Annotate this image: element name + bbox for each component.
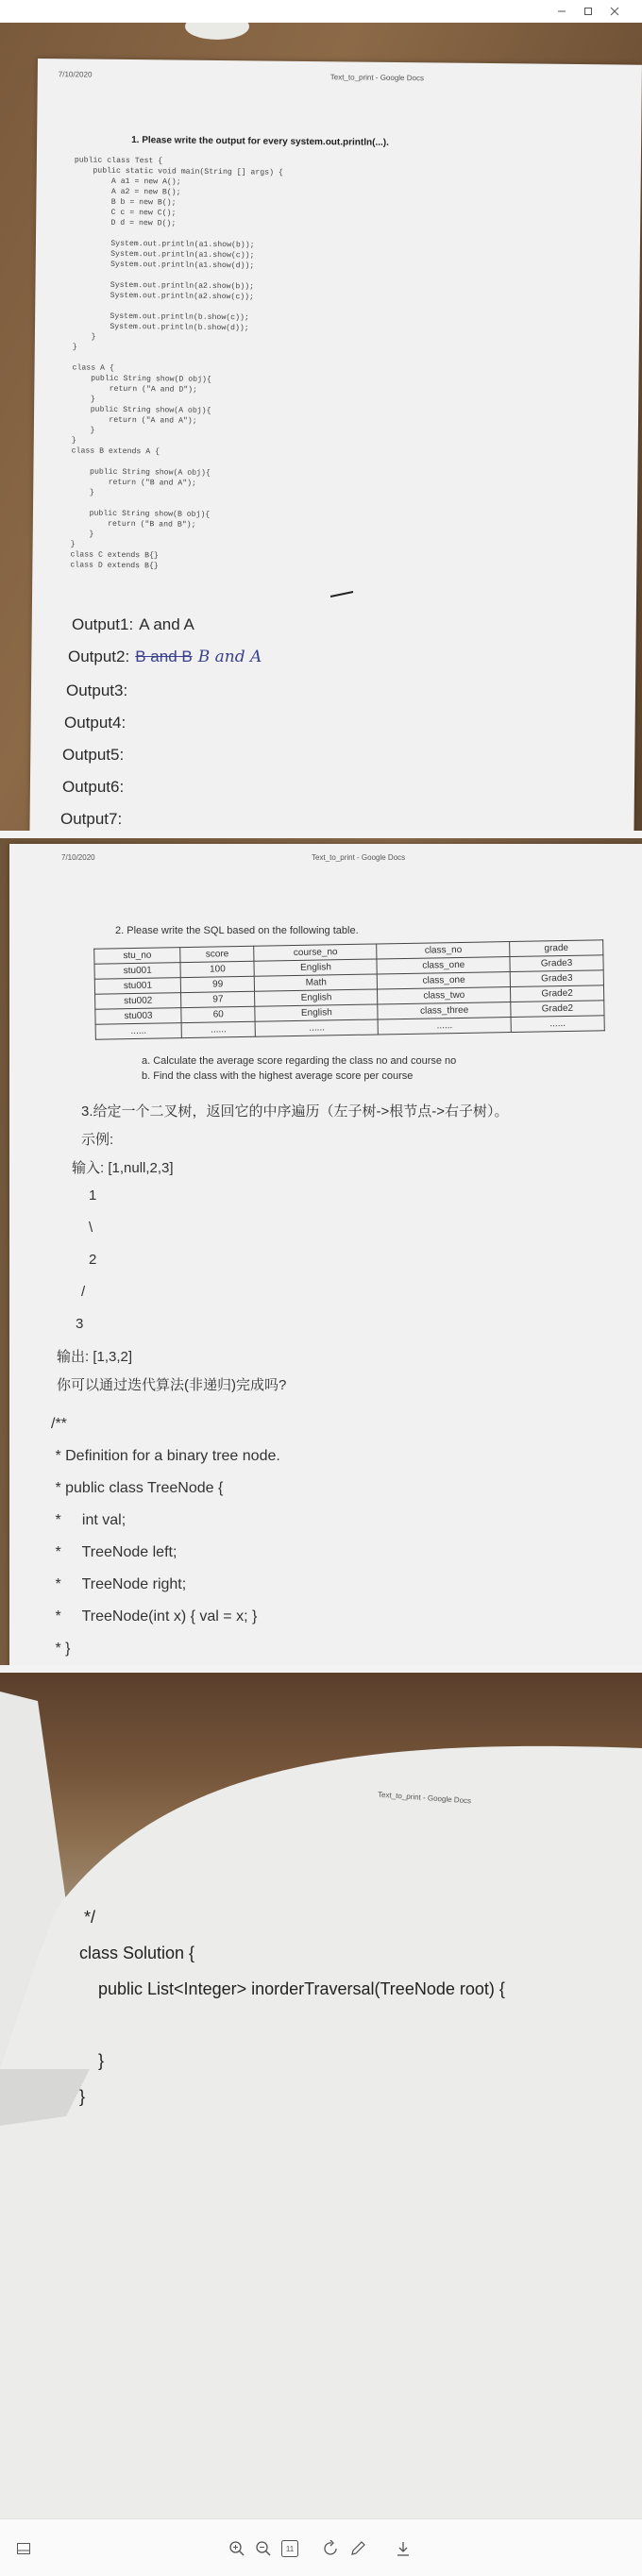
column-header: grade — [510, 940, 603, 957]
code-line: } — [70, 530, 94, 539]
table-cell: English — [255, 1004, 378, 1021]
tree-edge: \ — [89, 1220, 93, 1236]
markup-icon — [349, 2540, 366, 2557]
code-line: A a1 = new A(); — [74, 177, 181, 187]
code-line: System.out.println(a2.show(c)); — [73, 291, 255, 302]
code-line: return ("A and A"); — [71, 415, 197, 426]
code-line: System.out.println(a1.show(c)); — [73, 249, 255, 261]
sub-question-b: b. Find the class with the highest average score per course — [142, 1070, 414, 1082]
page-header: Text_to_print - Google Docs — [377, 1790, 472, 1806]
maximize-icon — [583, 7, 593, 16]
code-line: } — [72, 343, 77, 352]
table-cell: stu002 — [95, 993, 181, 1010]
table-cell: class_two — [378, 987, 511, 1004]
viewer-toolbar — [0, 2518, 642, 2576]
followup-line: 你可以通过迭代算法(非递归)完成吗? — [57, 1377, 287, 1393]
zoom-in-icon — [228, 2540, 245, 2557]
column-header: score — [180, 946, 254, 962]
code-line — [79, 2007, 505, 2043]
output-line: 输出: [1,3,2] — [57, 1349, 133, 1365]
code-line: * TreeNode right; — [51, 1576, 187, 1592]
table-cell: ...... — [181, 1021, 255, 1037]
code-line: } — [72, 332, 96, 342]
code-line: class Solution { — [79, 1944, 195, 1962]
code-line: public String show(A obj){ — [72, 405, 211, 415]
close-icon — [610, 7, 619, 16]
table-cell: Grade3 — [510, 970, 603, 987]
table-cell: 99 — [180, 976, 254, 992]
minimize-button[interactable] — [553, 3, 570, 20]
code-line: /** — [51, 1416, 67, 1432]
code-line: } — [71, 436, 76, 446]
code-line: * Definition for a binary tree node. — [51, 1448, 280, 1464]
code-line: public class Test { — [74, 156, 163, 166]
fit-page-button[interactable] — [279, 2538, 300, 2559]
treenode-code — [51, 1408, 280, 1665]
code-line: class B extends A { — [71, 446, 160, 457]
table-cell: English — [255, 989, 378, 1006]
code-line: class C extends B{} — [70, 550, 159, 561]
code-line: System.out.println(b.show(d)); — [72, 322, 249, 333]
zoom-out-button[interactable] — [253, 2538, 274, 2559]
table-cell: English — [254, 959, 377, 976]
example-label: 示例: — [81, 1132, 114, 1148]
table-cell: ...... — [95, 1023, 181, 1040]
code-line: * TreeNode(int x) { val = x; } — [51, 1608, 258, 1625]
table-cell: class_one — [378, 972, 511, 989]
code-line: System.out.println(a1.show(d)); — [73, 260, 255, 271]
zoom-out-icon — [255, 2540, 272, 2557]
code-line: D d = new D(); — [74, 218, 177, 228]
zoom-in-button[interactable] — [227, 2538, 247, 2559]
sidebar-button[interactable] — [13, 2538, 34, 2559]
code-line: } — [71, 488, 94, 497]
minimize-icon — [557, 7, 566, 16]
code-line: } — [70, 540, 76, 549]
photo-separator — [0, 831, 642, 838]
code-line: class A { — [72, 363, 114, 373]
output-label: Output4: — [64, 714, 127, 732]
java-code-block — [70, 155, 283, 572]
code-line: } — [79, 2087, 86, 2106]
tree-node: 1 — [89, 1187, 97, 1204]
photo-page-3 — [0, 1673, 642, 2518]
photo-page-2 — [0, 838, 642, 1673]
markup-button[interactable] — [347, 2538, 368, 2559]
output-row — [72, 615, 194, 634]
code-line: class D extends B{} — [70, 561, 159, 571]
code-line: * public class TreeNode { — [51, 1480, 224, 1496]
tree-edge: / — [81, 1284, 86, 1300]
window-titlebar — [0, 0, 642, 23]
code-line: public static void main(String [] args) { — [74, 166, 283, 177]
table-cell: stu001 — [94, 978, 180, 995]
share-icon — [395, 2540, 412, 2557]
code-line: return ("B and A"); — [71, 478, 197, 488]
sub-question-a: a. Calculate the average score regarding the class no and course no — [142, 1055, 457, 1067]
code-line: public List<Integer> inorderTraversal(TreeNode root) { — [79, 1979, 505, 1998]
page-date: 7/10/2020 — [58, 70, 93, 79]
column-header: course_no — [254, 944, 377, 961]
code-line: public String show(D obj){ — [72, 374, 211, 384]
table-cell: stu003 — [95, 1008, 181, 1025]
table-cell: Math — [255, 974, 378, 991]
photo-separator — [0, 1665, 642, 1673]
output-label: Output5: — [62, 746, 125, 764]
question-3: 3.给定一个二叉树，返回它的中序遍历（左子树->根节点->右子树）。 — [81, 1103, 509, 1120]
input-line: 输入: [1,null,2,3] — [72, 1160, 174, 1176]
rotate-icon — [323, 2540, 340, 2557]
crossed-answer: B and B — [135, 648, 193, 665]
code-line: C c = new C(); — [74, 208, 177, 218]
table-cell: 60 — [181, 1006, 255, 1022]
code-line: return ("A and D"); — [72, 384, 198, 395]
table-cell: ...... — [511, 1016, 604, 1033]
code-line: A a2 = new B(); — [74, 187, 181, 197]
code-line: */ — [79, 1908, 96, 1927]
table-cell: ...... — [379, 1018, 512, 1035]
output-label: Output7: — [60, 810, 123, 828]
page-header: Text_to_print - Google Docs — [312, 853, 406, 862]
table-cell: ...... — [255, 1019, 378, 1036]
share-button[interactable] — [393, 2538, 414, 2559]
question-2: 2. Please write the SQL based on the following table. — [115, 925, 359, 936]
page-number: 11 — [285, 2544, 295, 2553]
code-line: System.out.println(a1.show(b)); — [73, 239, 255, 250]
table-cell: class_one — [377, 957, 510, 974]
code-line: * } — [51, 1641, 71, 1657]
solution-code — [79, 1899, 505, 2114]
page-header: Text_to_print - Google Docs — [329, 73, 425, 83]
output-row — [60, 810, 122, 829]
code-line: return ("B and B"); — [70, 519, 196, 530]
table-cell: 97 — [181, 991, 255, 1007]
output-label: Output1: — [72, 615, 134, 633]
tape-decoration — [179, 23, 255, 45]
output-label: Output3: — [66, 682, 128, 699]
code-line: public String show(A obj){ — [71, 467, 211, 478]
page-date: 7/10/2020 — [61, 853, 95, 862]
code-line: System.out.println(b.show(c)); — [73, 311, 249, 323]
table-cell: Grade2 — [510, 985, 603, 1002]
rotate-button[interactable] — [321, 2538, 342, 2559]
sql-table — [93, 939, 605, 1039]
output-row — [66, 682, 127, 700]
photo-page-1 — [0, 23, 642, 838]
output-row — [62, 778, 124, 797]
tree-node: 3 — [76, 1316, 84, 1332]
code-line: } — [79, 2051, 105, 2070]
table-cell: class_three — [378, 1002, 511, 1019]
code-line: } — [71, 426, 95, 435]
code-line: B b = new B(); — [74, 197, 177, 208]
output-label: Output6: — [62, 778, 125, 796]
table-cell: Grade3 — [510, 955, 603, 972]
code-line: * TreeNode left; — [51, 1544, 177, 1560]
document-page-2 — [9, 844, 642, 1673]
code-line: } — [72, 395, 95, 404]
output-row — [62, 746, 124, 765]
table-cell: stu001 — [94, 963, 180, 980]
code-line: * int val; — [51, 1512, 127, 1528]
output-label: Output2: — [68, 648, 130, 665]
question-1: 1. Please write the output for every system.out.println(...). — [131, 135, 389, 148]
sidebar-icon — [16, 2541, 31, 2556]
column-header: stu_no — [94, 948, 180, 965]
close-button[interactable] — [606, 3, 623, 20]
table-cell: Grade2 — [511, 1001, 604, 1018]
pen-mark — [329, 589, 357, 600]
output-answer: B and A — [197, 648, 262, 666]
table-cell: 100 — [180, 961, 254, 977]
output-row — [68, 648, 262, 666]
output-answer: A and A — [139, 615, 194, 633]
tree-node: 2 — [89, 1252, 97, 1268]
code-line: public String show(B obj){ — [70, 509, 211, 519]
output-row — [64, 714, 126, 732]
code-line: System.out.println(a2.show(b)); — [73, 280, 255, 292]
column-header: class_no — [377, 942, 510, 959]
maximize-button[interactable] — [580, 3, 597, 20]
